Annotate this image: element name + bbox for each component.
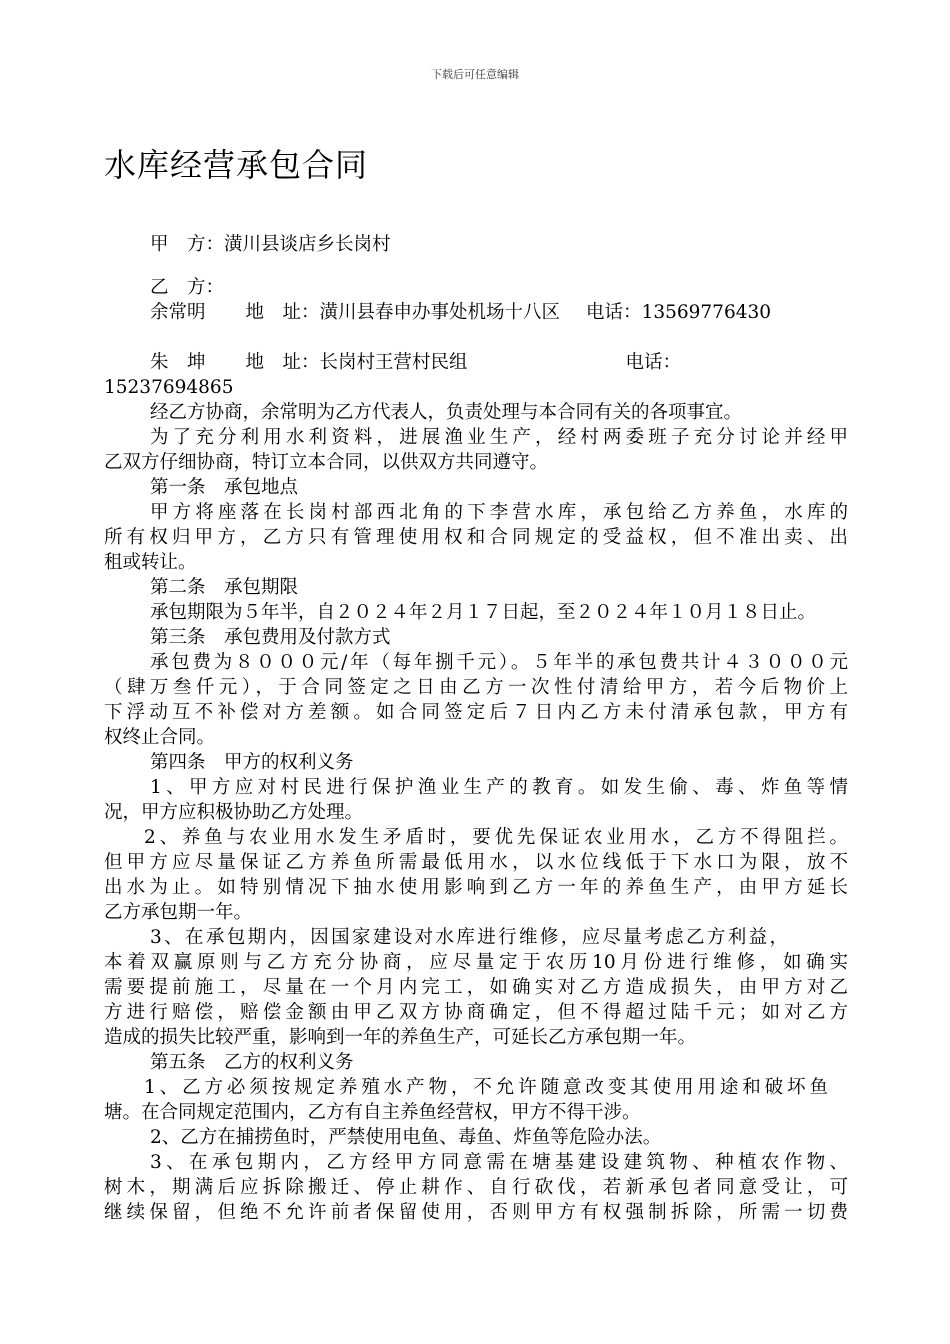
article-2-heading: 第二条 承包期限 [150,577,299,598]
party-a-label: 甲 方： [150,234,225,255]
article-3-line: 权终止合同。 [104,727,216,748]
article-4-heading: 第四条 甲方的权利义务 [150,752,354,773]
article-5-clause-3-line: 树木，期满后应拆除搬迁、停止耕作、自行砍伐，若新承包者同意受让，可 [104,1177,848,1198]
member-phone: 13569776430 [641,302,772,323]
header-note: 下载后可任意编辑 [431,68,519,81]
article-5-clause-1-line: 1、乙方必须按规定养殖水产物，不允许随意改变其使用用途和破坏鱼 [144,1077,828,1098]
article-3-line: 承包费为８０００元/年（每年捌千元）。５年半的承包费共计４３０００元 [150,652,848,673]
article-4-clause-1-line: 况，甲方应积极协助乙方处理。 [104,802,364,823]
member-phone: 15237694865 [104,377,234,398]
article-4-clause-3-line: 3、在承包期内，因国家建设对水库进行维修，应尽量考虑乙方利益， [150,927,788,948]
article-1-line: 所有权归甲方，乙方只有管理使用权和合同规定的受益权，但不准出卖、出 [104,527,848,548]
article-5-clause-3-line: 继续保留，但绝不允许前者保留使用，否则甲方有权强制拆除，所需一切费 [104,1202,848,1223]
article-4-clause-1-line: 1、甲方应对村民进行保护渔业生产的教育。如发生偷、毒、炸鱼等情 [150,777,848,798]
member-address-label: 地 址： [245,352,320,373]
article-2-line: 承包期限为５年半，自２０２４年２月１７日起，至２０２４年１０月１８日止。 [150,602,817,623]
member-phone-label: 电话： [625,352,682,373]
article-4-clause-2-line: 2、养鱼与农业用水发生矛盾时，要优先保证农业用水，乙方不得阻拦。 [144,827,848,848]
article-5-clause-1-line: 塘。在合同规定范围内，乙方有自主养鱼经营权，甲方不得干涉。 [104,1102,641,1123]
party-a-line [104,232,848,257]
intro-line: 为了充分利用水利资料，进展渔业生产，经村两委班子充分讨论并经甲 [150,427,848,448]
member-name: 余常明 [150,302,206,323]
article-3-heading: 第三条 承包费用及付款方式 [150,627,391,648]
party-a-value: 潢川县谈店乡长岗村 [224,234,391,255]
article-4-clause-3-line: 方进行赔偿，赔偿金额由甲乙双方协商确定，但不得超过陆千元；如对乙方 [104,1002,848,1023]
article-4-clause-2-line: 乙方承包期一年。 [104,902,253,923]
intro-line: 乙双方仔细协商，特订立本合同，以供双方共同遵守。 [104,452,549,473]
article-4-clause-3-line: 造成的损失比较严重，影响到一年的养鱼生产，可延长乙方承包期一年。 [104,1027,697,1048]
article-4-clause-3-line: 本着双赢原则与乙方充分协商，应尽量定于农历10月份进行维修，如确实 [104,952,848,973]
document-title: 水库经营承包合同 [104,146,369,184]
article-1-heading: 第一条 承包地点 [150,477,299,498]
party-b-member-2 [104,350,848,400]
member-address: 长岗村王营村民组 [319,352,468,373]
member-address-label: 地 址： [245,302,320,323]
article-4-clause-3-line: 需要提前施工，尽量在一个月内完工，如确实对乙方造成损失，由甲方对乙 [104,977,848,998]
party-b-label: 乙 方： [150,277,225,298]
intro-line: 经乙方协商，余常明为乙方代表人，负责处理与本合同有关的各项事宜。 [150,402,743,423]
article-4-clause-2-line: 出水为止。如特别情况下抽水使用影响到乙方一年的养鱼生产，由甲方延长 [104,877,848,898]
member-name: 朱 坤 [150,352,206,373]
article-5-heading: 第五条 乙方的权利义务 [150,1052,354,1073]
party-b-member-1 [104,300,848,325]
contract-body [104,400,848,1225]
article-4-clause-2-line: 但甲方应尽量保证乙方养鱼所需最低用水，以水位线低于下水口为限，放不 [104,852,848,873]
article-5-clause-3-line: 3、在承包期内，乙方经甲方同意需在塘基建设建筑物、种植农作物、 [150,1152,848,1173]
member-phone-label: 电话： [586,302,642,323]
article-5-clause-2-line: 2、乙方在捕捞鱼时，严禁使用电鱼、毒鱼、炸鱼等危险办法。 [150,1127,662,1148]
party-b-block [104,275,848,325]
article-1-line: 租或转让。 [104,552,197,573]
article-1-line: 甲方将座落在长岗村部西北角的下李营水库，承包给乙方养鱼，水库的 [150,502,848,523]
article-3-line: 下浮动互不补偿对方差额。如合同签定后７日内乙方未付清承包款，甲方有 [104,702,848,723]
member-address: 潢川县春申办事处机场十八区 [319,302,561,323]
article-3-line: （肆万叁仟元），于合同签定之日由乙方一次性付清给甲方，若今后物价上 [104,677,848,698]
